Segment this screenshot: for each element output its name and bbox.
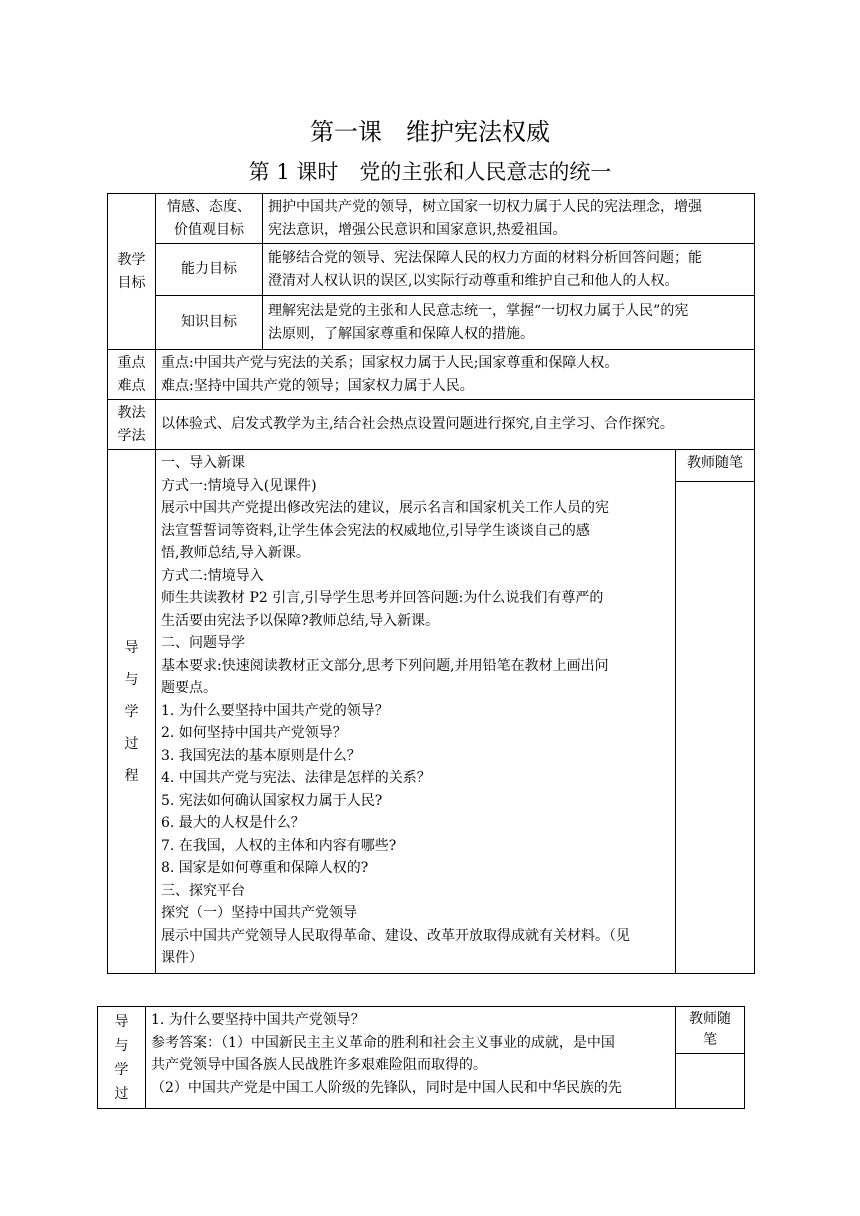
key-points-label: 重点 难点 <box>108 350 156 400</box>
goal-text-ability: 能够结合党的领导、宪法保障人民的权力方面的材料分析回答问题；能 澄清对人权认识的误区,以实际行动尊重和维护自己和他人的人权。 <box>263 244 755 296</box>
teacher-notes-label-continued: 教师随 笔 <box>676 1007 745 1054</box>
goal-text-attitude: 拥护中国共产党的领导，树立国家一切权力属于人民的宪法理念，增强 宪法意识，增强公民意识和国家意识,热爱祖国。 <box>263 194 755 244</box>
lesson-plan-table <box>107 193 755 974</box>
teacher-notes-label: 教师随笔 <box>676 450 755 482</box>
goal-text-knowledge: 理解宪法是党的主张和人民意志统一，掌握“一切权力属于人民”的宪 法原则，了解国家尊重和保障人权的措施。 <box>263 296 755 350</box>
goal-label-knowledge: 知识目标 <box>156 296 263 350</box>
process-label-continued: 导 与 学 过 <box>98 1007 146 1109</box>
lesson-subtitle: 第 1 课时 党的主张和人民意志的统一 <box>248 160 612 184</box>
teacher-notes-space-continued <box>676 1054 745 1109</box>
goal-label-attitude: 情感、态度、 价值观目标 <box>156 194 263 244</box>
lesson-plan-table-continued <box>97 1006 745 1109</box>
process-content: 一、导入新课 方式一:情境导入(见课件) 展示中国共产党提出修改宪法的建议，展示名言和国家机关工作人员的宪 法宣誓誓词等资料,让学生体会宪法的权威地位,引导学生谈谈自己的感 悟,教师总结,导入新课。 方式二:情境导入 师生共读教材 P2 引言,引导学生思考并回答问题:为什么说我们有尊严的 生活要由宪法予以保障?教师总结,导入新课。 二、问题导学 基本要求:快速阅读教材正文部分,思考下列问题,并用铅笔在教材上画出问 题要点。 1. 为什么要坚持中国共产党的领导？ 2. 如何坚持中国共产党领导？ 3. 我国宪法的基本原则是什么？ 4. 中国共产党与宪法、法律是怎样的关系？ 5. 宪法如何确认国家权力属于人民? 6. 最大的人权是什么？ 7. 在我国，人权的主体和内容有哪些? 8. 国家是如何尊重和保障人权的? 三、探究平台 探究（一）坚持中国共产党领导 展示中国共产党领导人民取得革命、建设、改革开放取得成就有关材料。（见 课件） <box>156 450 676 974</box>
teacher-notes-space <box>676 482 755 974</box>
methods-text: 以体验式、启发式教学为主,结合社会热点设置问题进行探究,自主学习、合作探究。 <box>156 400 755 450</box>
teaching-goals-label: 教学 目标 <box>108 194 156 350</box>
key-points-text: 重点:中国共产党与宪法的关系；国家权力属于人民;国家尊重和保障人权。 难点:坚持中国共产党的领导；国家权力属于人民。 <box>156 350 755 400</box>
process-label: 导 与 学 过 程 <box>108 450 156 974</box>
process-content-continued: 1. 为什么要坚持中国共产党领导？ 参考答案：（1）中国新民主主义革命的胜利和社会主义事业的成就，是中国 共产党领导中国各族人民战胜许多艰难险阻而取得的。 （2）中国共产党是中国工人阶级的先锋队，同时是中国人民和中华民族的先 <box>146 1007 676 1109</box>
goal-label-ability: 能力目标 <box>156 244 263 296</box>
page-title: 第一课 维护宪法权威 <box>310 118 550 146</box>
methods-label: 教法 学法 <box>108 400 156 450</box>
